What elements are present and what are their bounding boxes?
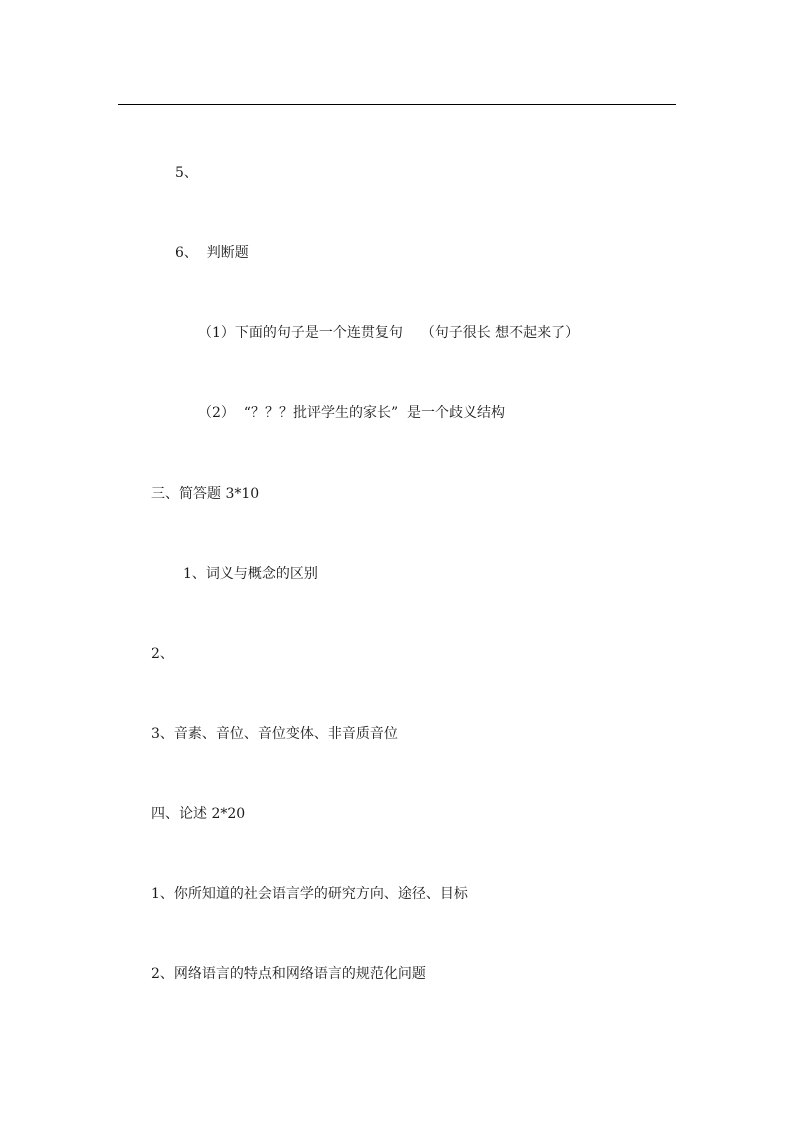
- header-rule: [118, 104, 676, 105]
- essay-question-2: 2、网络语言的特点和网络语言的规范化问题: [151, 966, 426, 982]
- item-5: 5、: [175, 165, 198, 181]
- item-6-judgment-heading: 6、 判断题: [175, 245, 249, 261]
- short-answer-question-1: 1、词义与概念的区别: [183, 566, 318, 582]
- short-answer-question-2: 2、: [151, 646, 174, 662]
- section-3-short-answer-heading: 三、简答题 3*10: [151, 486, 260, 502]
- judgment-question-2: （2） “？？？批评学生的家长” 是一个歧义结构: [198, 405, 506, 421]
- essay-question-1: 1、你所知道的社会语言学的研究方向、途径、目标: [151, 886, 468, 902]
- short-answer-question-3: 3、音素、音位、音位变体、非音质音位: [151, 726, 398, 742]
- section-4-essay-heading: 四、论述 2*20: [151, 806, 246, 822]
- judgment-question-1: （1）下面的句子是一个连贯复句 （句子很长 想不起来了）: [198, 325, 580, 341]
